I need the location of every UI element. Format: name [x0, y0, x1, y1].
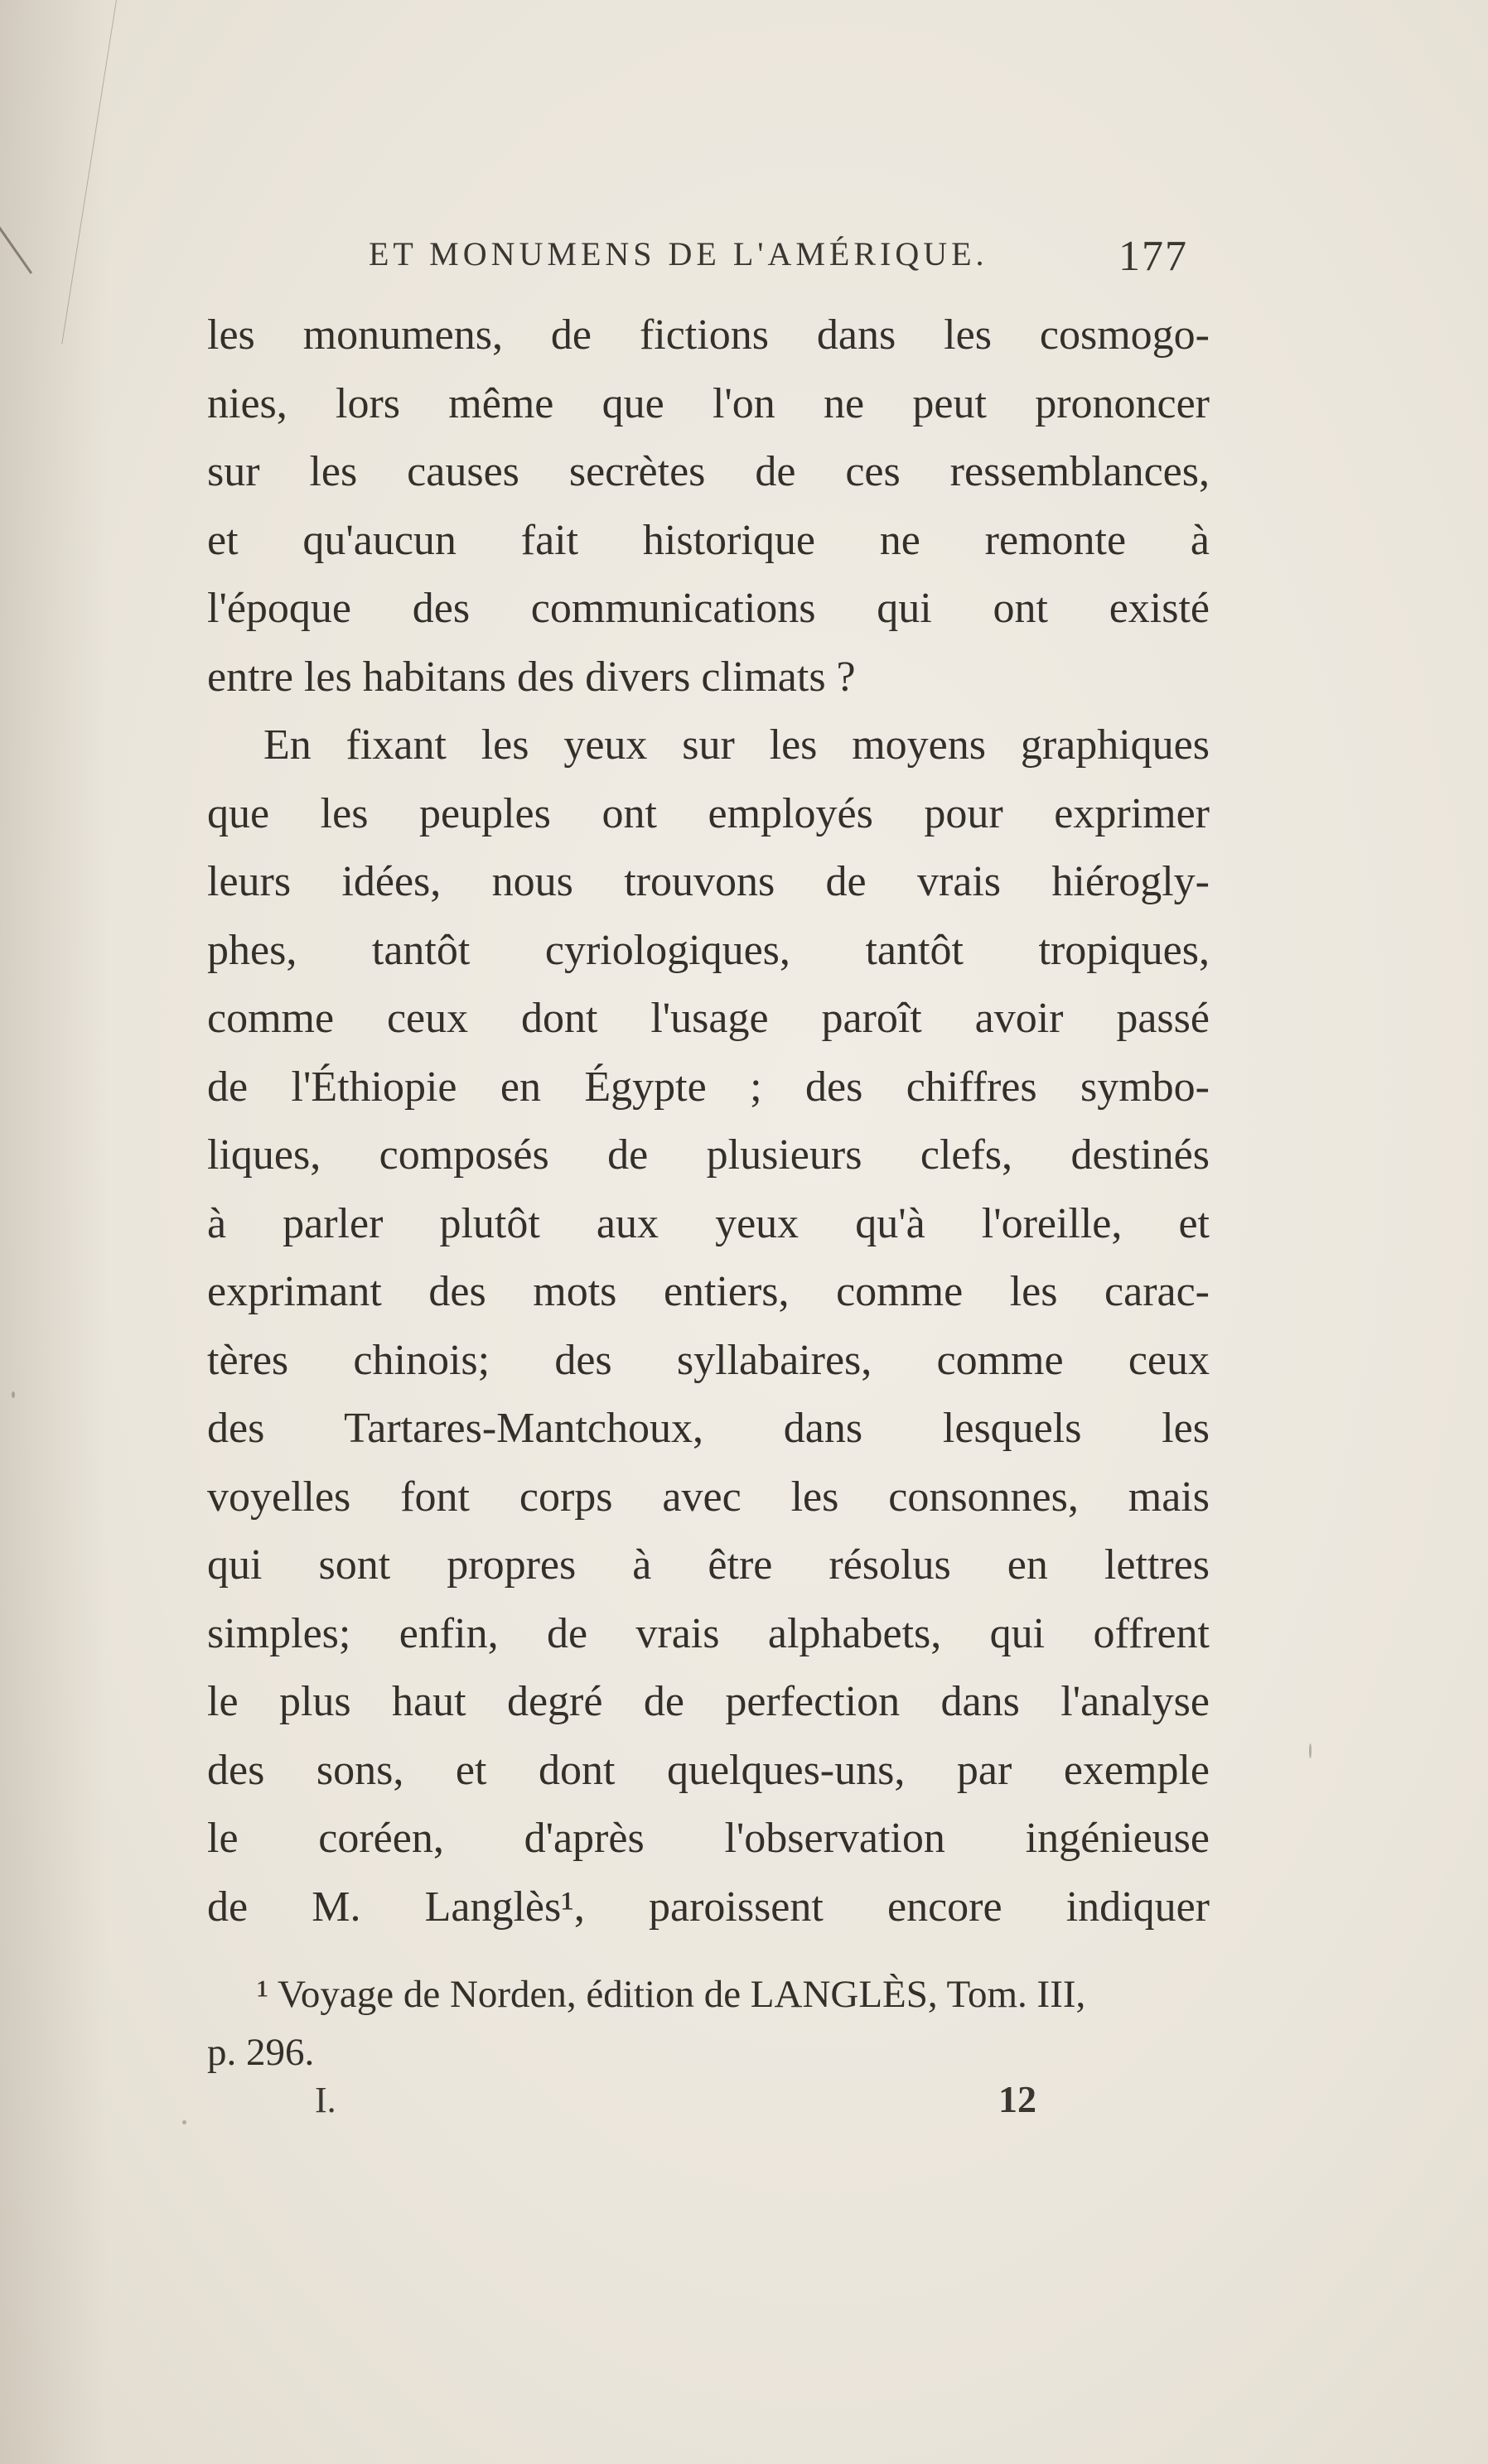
text-line: leurs idées, nous trouvons de vrais hiérogly-: [207, 858, 1210, 905]
running-head-title: ET MONUMENS DE L'AMÉRIQUE.: [369, 235, 988, 272]
text-line: à parler plutôt aux yeux qu'à l'oreille, et: [207, 1199, 1210, 1247]
text-line: nies, lors même que l'on ne peut prononcer: [207, 379, 1210, 427]
paper-speck: [1309, 1743, 1312, 1758]
footnote: [207, 1965, 1210, 2081]
text-line: les monumens, de fictions dans les cosmogo-: [207, 311, 1210, 359]
footnote-line: p. 296.: [207, 2031, 315, 2074]
paper-speck: [182, 2120, 186, 2124]
footnote-line: ¹ Voyage de Norden, édition de LANGLÈS, Tom. III,: [257, 1973, 1086, 2016]
text-line: et qu'aucun fait historique ne remonte à: [207, 516, 1210, 564]
gathering-signature: 12: [998, 2078, 1036, 2120]
text-line: tères chinois; des syllabaires, comme ceux: [207, 1336, 1210, 1384]
body-text: [207, 301, 1210, 1941]
paragraph-start-line: En fixant les yeux sur les moyens graphiques: [263, 721, 1210, 769]
text-line: que les peuples ont employés pour exprimer: [207, 789, 1210, 837]
text-line: le coréen, d'après l'observation ingénieuse: [207, 1815, 1210, 1862]
gutter-shadow: [0, 0, 108, 2464]
text-line: comme ceux dont l'usage paroît avoir passé: [207, 995, 1210, 1042]
text-line: sur les causes secrètes de ces ressemblances,: [207, 448, 1210, 495]
text-line: entre les habitans des divers climats ?: [207, 653, 856, 701]
text-line: simples; enfin, de vrais alphabets, qui offrent: [207, 1609, 1210, 1657]
text-line: l'époque des communications qui ont existé: [207, 585, 1210, 632]
volume-signature: I.: [315, 2080, 336, 2120]
text-line: des sons, et dont quelques-uns, par exemple: [207, 1746, 1210, 1794]
text-line: liques, composés de plusieurs clefs, destinés: [207, 1131, 1210, 1179]
text-line: de l'Éthiopie en Égypte ; des chiffres symbo-: [207, 1063, 1210, 1111]
text-line: voyelles font corps avec les consonnes, mais: [207, 1473, 1210, 1521]
text-line: de M. Langlès¹, paroissent encore indiquer: [207, 1883, 1210, 1931]
text-line: phes, tantôt cyriologiques, tantôt tropiques,: [207, 926, 1210, 974]
text-line: le plus haut degré de perfection dans l'analyse: [207, 1678, 1210, 1725]
text-line: des Tartares-Mantchoux, dans lesquels les: [207, 1405, 1210, 1452]
text-line: exprimant des mots entiers, comme les carac-: [207, 1268, 1210, 1315]
page-number: 177: [1118, 233, 1188, 280]
text-line: qui sont propres à être résolus en lettres: [207, 1541, 1210, 1589]
paper-speck: [12, 1391, 15, 1398]
